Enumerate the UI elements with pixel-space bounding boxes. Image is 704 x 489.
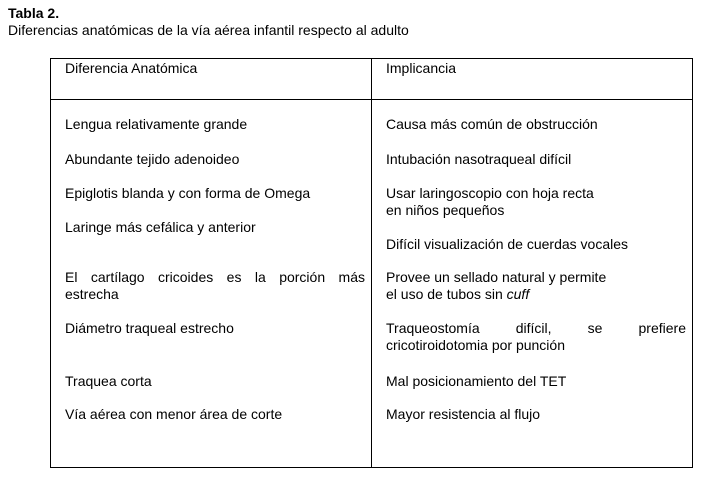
cell-line: Mayor resistencia al flujo: [386, 406, 541, 422]
table-cell-right: [386, 185, 686, 219]
table-number: Tabla 2.: [8, 5, 60, 21]
table-cell-right: [386, 116, 686, 133]
cell-line: El cartílago cricoides es la porción más: [65, 269, 365, 285]
cell-line: Traquea corta: [65, 373, 152, 389]
cell-line: Provee un sellado natural y permite: [386, 269, 607, 285]
table-cell-right: [386, 236, 686, 253]
cell-line: Lengua relativamente grande: [65, 116, 248, 132]
cell-line: Usar laringoscopio con hoja recta: [386, 185, 594, 201]
column-divider: [371, 59, 372, 467]
cell-line: Laringe más cefálica y anterior: [65, 219, 256, 235]
table-cell-left: [65, 185, 365, 202]
table-cell-right: [386, 320, 686, 354]
cell-line: Intubación nasotraqueal difícil: [386, 151, 572, 167]
cell-line-with-italic: [386, 286, 686, 303]
cell-line: Traqueostomía difícil, se prefiere: [386, 320, 686, 336]
table-cell-left: [65, 151, 365, 168]
table-cell-right: [386, 373, 686, 390]
header-implicancia: Implicancia: [386, 60, 457, 76]
cell-line: Mal posicionamiento del TET: [386, 373, 567, 389]
header-diferencia: Diferencia Anatómica: [65, 60, 198, 76]
table-caption: Diferencias anatómicas de la vía aérea infantil respecto al adulto: [8, 22, 409, 38]
cell-line: cricotiroidotomia por punción: [386, 337, 565, 353]
cell-line: Causa más común de obstrucción: [386, 116, 598, 132]
cell-line: Abundante tejido adenoideo: [65, 151, 240, 167]
cell-line: Difícil visualización de cuerdas vocales: [386, 236, 628, 252]
anatomy-table: [50, 58, 693, 468]
cell-line-text: el uso de tubos sin: [386, 286, 507, 302]
table-cell-left: [65, 373, 365, 390]
cell-line: estrecha: [65, 286, 119, 302]
header-divider: [51, 99, 692, 100]
table-cell-left: [65, 219, 365, 236]
cell-line: Epiglotis blanda y con forma de Omega: [65, 185, 311, 201]
table-cell-right: [386, 406, 686, 423]
italic-term: cuff: [506, 286, 530, 302]
table-cell-left: [65, 116, 365, 133]
cell-line: Vía aérea con menor área de corte: [65, 406, 283, 422]
table-cell-right: [386, 151, 686, 168]
cell-line: en niños pequeños: [386, 202, 505, 218]
table-cell-left: [65, 269, 365, 303]
table-cell-left: [65, 320, 365, 337]
table-cell-right: [386, 269, 686, 303]
table-cell-left: [65, 406, 365, 423]
cell-line: Diámetro traqueal estrecho: [65, 320, 234, 336]
